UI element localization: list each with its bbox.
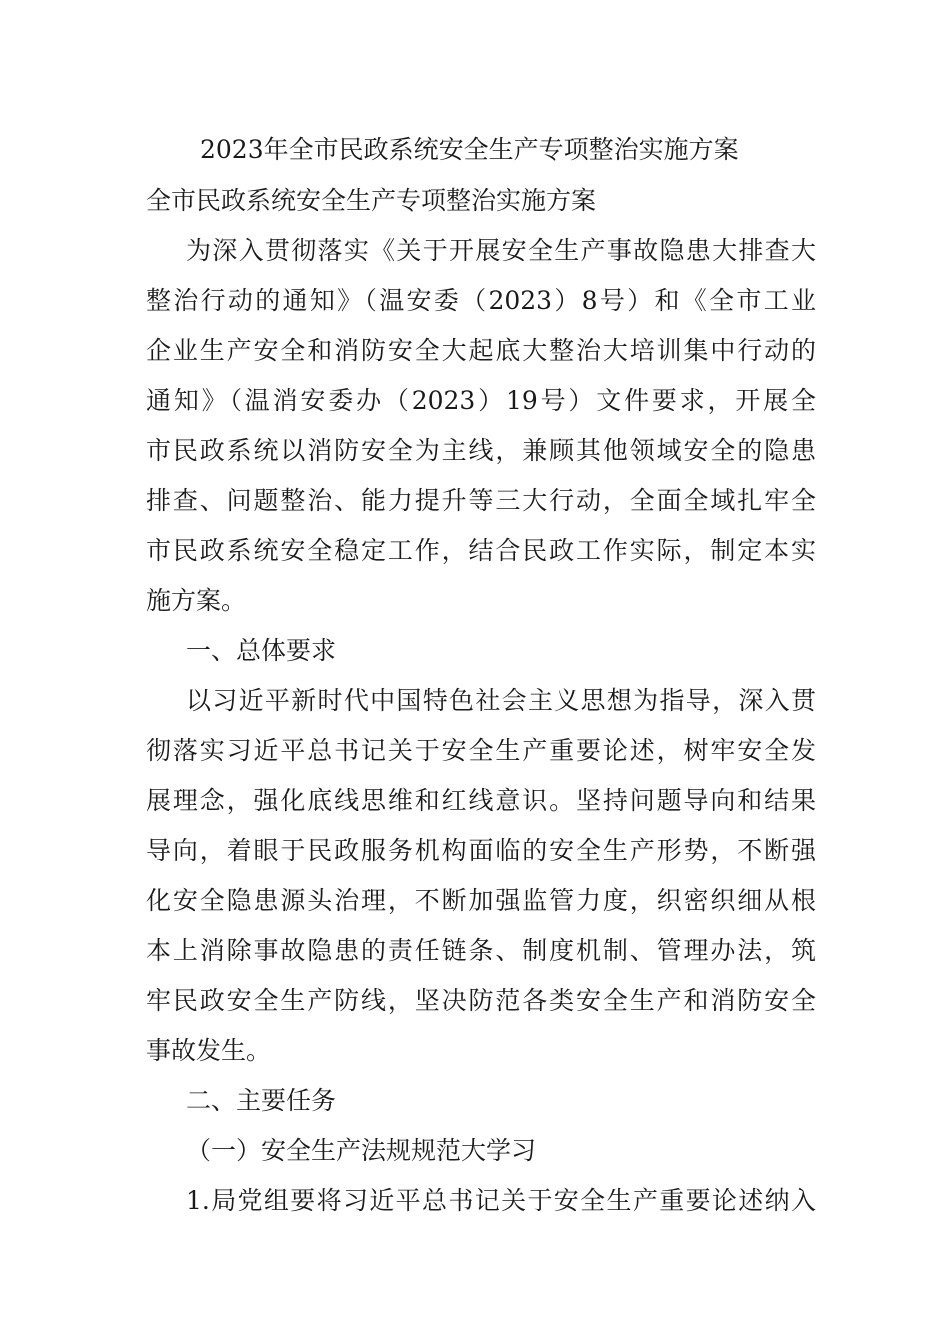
- intro-line: 市民政系统安全稳定工作，结合民政工作实际，制定本实: [146, 536, 816, 565]
- document-subtitle: 全市民政系统安全生产专项整治实施方案: [146, 186, 597, 215]
- intro-line: 为深入贯彻落实《关于开展安全生产事故隐患大排查大: [186, 236, 816, 265]
- section-body-line: 彻落实习近平总书记关于安全生产重要论述，树牢安全发: [146, 736, 816, 765]
- intro-line: 企业生产安全和消防安全大起底大整治大培训集中行动的: [146, 336, 816, 365]
- section-body-line: 以习近平新时代中国特色社会主义思想为指导，深入贯: [186, 686, 816, 715]
- section-heading: 二、主要任务: [186, 1086, 337, 1115]
- section-heading: 一、总体要求: [186, 636, 337, 665]
- intro-line: 整治行动的通知》（温安委（2023）8号）和《全市工业: [146, 286, 816, 315]
- section-body-line: 导向，着眼于民政服务机构面临的安全生产形势，不断强: [146, 836, 816, 865]
- subsection-heading: （一）安全生产法规规范大学习: [186, 1136, 537, 1165]
- intro-line: 施方案。: [146, 586, 247, 615]
- intro-line: 排查、问题整治、能力提升等三大行动，全面全域扎牢全: [146, 486, 816, 515]
- section-body-line: 化安全隐患源头治理，不断加强监管力度，织密织细从根: [146, 886, 816, 915]
- section-body-line: 展理念，强化底线思维和红线意识。坚持问题导向和结果: [146, 786, 816, 815]
- section-body-line: 牢民政安全生产防线，坚决防范各类安全生产和消防安全: [146, 986, 816, 1015]
- section-body-line: 本上消除事故隐患的责任链条、制度机制、管理办法，筑: [146, 936, 816, 965]
- intro-line: 市民政系统以消防安全为主线，兼顾其他领域安全的隐患: [146, 436, 816, 465]
- document-title: 2023年全市民政系统安全生产专项整治实施方案: [200, 135, 739, 164]
- section-body-line: 事故发生。: [146, 1036, 272, 1065]
- item-line: 1.局党组要将习近平总书记关于安全生产重要论述纳入: [186, 1186, 816, 1215]
- intro-line: 通知》（温消安委办（2023）19号）文件要求，开展全: [146, 386, 816, 415]
